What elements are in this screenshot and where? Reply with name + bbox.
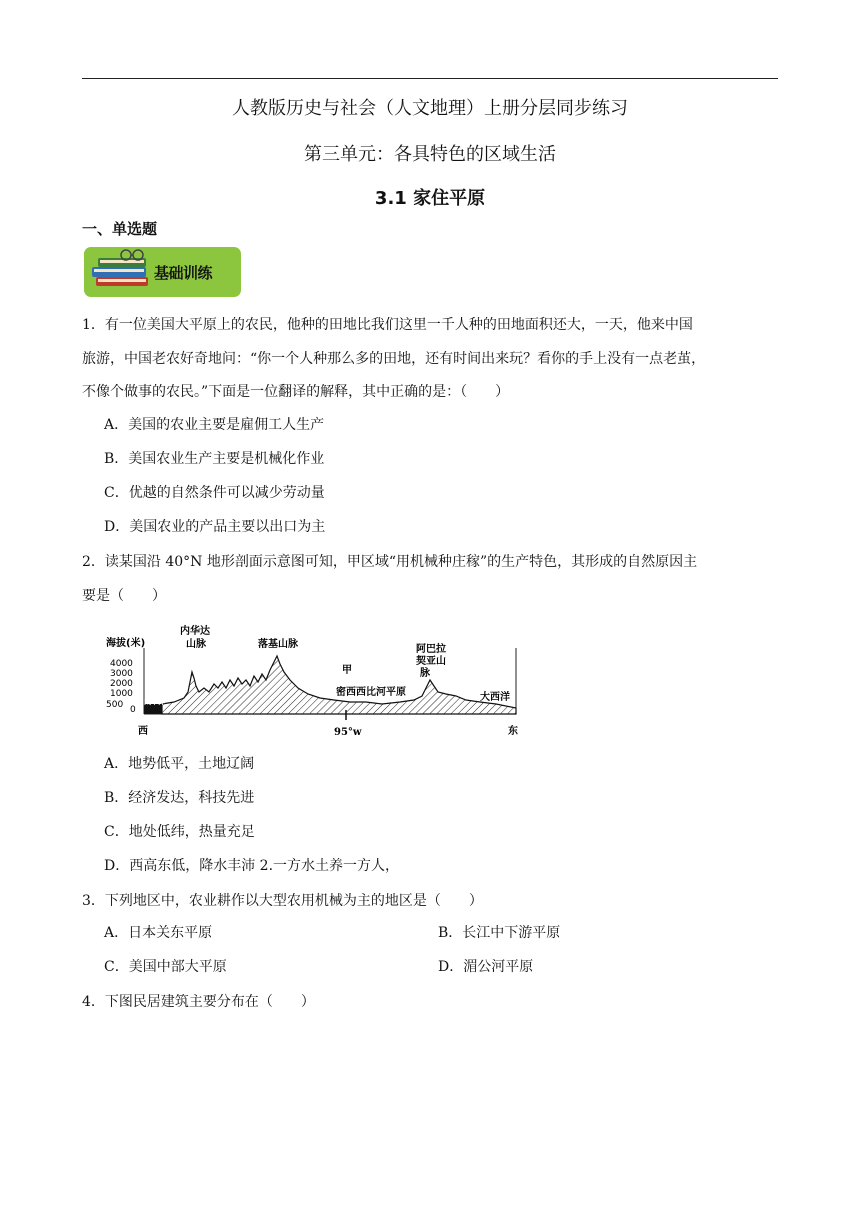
y-tick: 2000 <box>110 679 133 689</box>
header-rule <box>82 78 778 79</box>
question-4-line: 4．下图民居建筑主要分布在（ ） <box>82 994 315 1010</box>
question-1-line: 1．有一位美国大平原上的农民，他种的田地比我们这里一千人种的田地面积还大，一天，他来中国 <box>82 317 693 333</box>
q3-option-a[interactable]: A．日本关东平原 <box>104 925 213 941</box>
question-2-line: 要是（ ） <box>82 587 166 604</box>
document-title: 人教版历史与社会（人文地理）上册分层同步练习 <box>232 98 628 119</box>
label-mississippi: 密西西比河平原 <box>336 687 406 698</box>
section-heading: 一、单选题 <box>82 220 158 238</box>
label-west: 西 <box>138 726 148 737</box>
label-jia: 甲 <box>342 665 352 676</box>
question-4 <box>82 986 782 1020</box>
y-tick: 500 <box>106 700 124 710</box>
q2-option-c[interactable]: C．地处低纬，热量充足 <box>104 824 255 840</box>
label-nevada: 内华达 <box>180 626 210 637</box>
question-2 <box>82 546 782 613</box>
training-badge <box>84 247 241 297</box>
q1-option-b[interactable]: B．美国农业生产主要是机械化作业 <box>104 451 325 467</box>
question-2-line: 2．读某国沿 40°N 地形剖面示意图可知，甲区域“用机械种庄稼”的生产特色，其形成的自然原因主 <box>82 554 698 570</box>
label-east: 东 <box>508 726 518 737</box>
y-tick: 0 <box>130 705 136 715</box>
label-nevada: 山脉 <box>186 639 206 650</box>
q3-option-c[interactable]: C．美国中部大平原 <box>104 959 227 975</box>
question-3-line: 3．下列地区中，农业耕作以大型农用机械为主的地区是（ ） <box>82 893 483 909</box>
badge-label: 基础训练 <box>154 264 213 282</box>
question-1 <box>82 309 782 410</box>
q1-option-a[interactable]: A．美国的农业主要是雇佣工人生产 <box>104 417 325 433</box>
q3-option-b[interactable]: B．长江中下游平原 <box>438 925 561 941</box>
y-tick: 4000 <box>110 659 133 669</box>
q3-option-d[interactable]: D．湄公河平原 <box>438 959 534 975</box>
unit-title: 第三单元：各具特色的区域生活 <box>304 144 556 165</box>
books-icon <box>86 247 156 297</box>
question-1-line: 旅游，中国老农好奇地问：“你一个人种那么多的田地，还有时间出来玩？看你的手上没有一点老茧， <box>82 350 706 367</box>
label-atlantic: 大西洋 <box>480 692 510 703</box>
question-1-line: 不像个做事的农民。”下面是一位翻译的解释，其中正确的是：（ ） <box>82 384 510 400</box>
terrain-profile-figure <box>104 622 524 742</box>
label-appalachian: 脉 <box>420 668 430 679</box>
q2-option-a[interactable]: A．地势低平，土地辽阔 <box>104 756 255 772</box>
label-appalachian: 阿巴拉 <box>416 644 446 655</box>
terrain-profile <box>162 656 516 714</box>
label-rocky: 落基山脉 <box>258 639 298 650</box>
q1-option-d[interactable]: D．美国农业的产品主要以出口为主 <box>104 519 326 535</box>
label-pacific: 太平洋 <box>144 697 165 706</box>
question-3 <box>82 885 782 919</box>
q1-option-c[interactable]: C．优越的自然条件可以减少劳动量 <box>104 485 325 501</box>
y-tick: 1000 <box>110 689 133 699</box>
y-axis-label: 海拔(米) <box>106 638 146 649</box>
lesson-title: 3.1 家住平原 <box>374 188 486 209</box>
label-appalachian: 契亚山 <box>416 656 446 667</box>
label-meridian: 95°w <box>334 727 362 738</box>
q2-option-b[interactable]: B．经济发达，科技先进 <box>104 790 255 806</box>
y-tick: 3000 <box>110 669 133 679</box>
q2-option-d[interactable]: D．西高东低，降水丰沛 2.一方水土养一方人， <box>104 858 400 874</box>
